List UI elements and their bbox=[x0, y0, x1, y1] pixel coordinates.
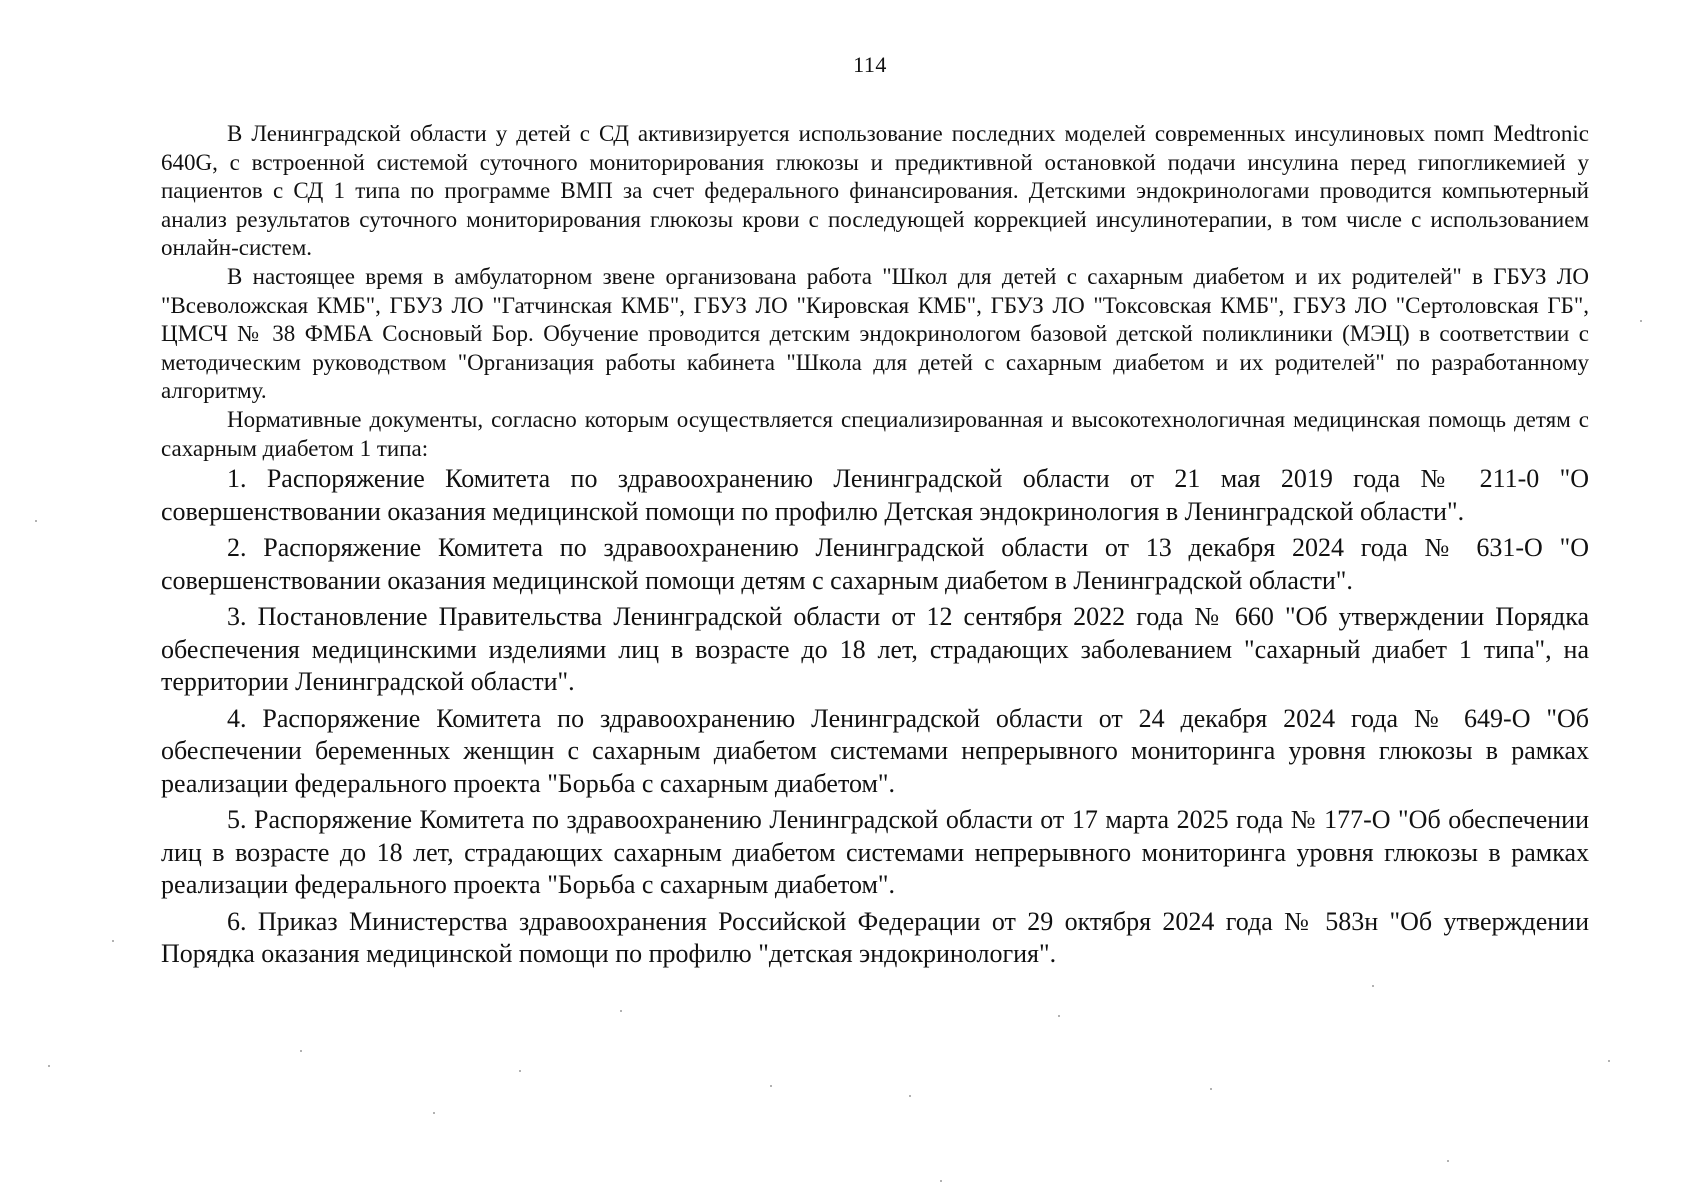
scan-speck bbox=[1210, 1088, 1212, 1090]
paragraph-normative-documents: Нормативные документы, согласно которым осуществляется специализированная и высокотехнологичная медицинская помощь детям с сахарным диабетом 1 типа: bbox=[161, 406, 1589, 461]
scan-speck bbox=[620, 1010, 622, 1012]
scan-speck bbox=[1447, 1160, 1449, 1162]
scan-speck bbox=[48, 1065, 50, 1067]
scan-speck bbox=[1372, 985, 1374, 987]
list-item: 6. Приказ Министерства здравоохранения Российской Федерации от 29 октября 2024 года № 583н "Об утверждении Порядка оказания медицинской помощи по профилю "детская эндокринология". bbox=[161, 906, 1589, 969]
scan-speck bbox=[1058, 1015, 1060, 1017]
list-item: 3. Постановление Правительства Ленинградской области от 12 сентября 2022 года № 660 "Об утверждении Порядка обеспечения медицинскими изделиями лиц в возрасте до 18 лет, страдающих заболеванием "сахарный диабет 1 типа", на территории Ленинградской области". bbox=[161, 602, 1589, 697]
scan-speck bbox=[519, 1070, 521, 1072]
scan-speck bbox=[770, 1085, 772, 1087]
paragraph-diabetes-schools: В настоящее время в амбулаторном звене организована работа "Школ для детей с сахарным диабетом и их родителей" в ГБУЗ ЛО "Всеволожская КМБ", ГБУЗ ЛО "Гатчинская КМБ", ГБУЗ ЛО "Кировская КМБ", ГБУЗ ЛО "Токсовская КМБ", ГБУЗ ЛО "Сертоловская ГБ", ЦМСЧ № 38 ФМБА Сосновый Бор. Обучение проводится детским эндокринологом базовой детской поликлиники (МЭЦ) в соответствии с методическим руководством "Организация работы кабинета "Школа для детей с сахарным диабетом и их родителей" по разработанному алгоритму. bbox=[161, 263, 1589, 404]
list-item: 5. Распоряжение Комитета по здравоохранению Ленинградской области от 17 марта 2025 года № 177-О "Об обеспечении лиц в возрасте до 18 лет, страдающих сахарным диабетом системами непрерывного мониторинга уровня глюкозы в рамках реализации федерального проекта "Борьба с сахарным диабетом". bbox=[161, 805, 1589, 900]
scan-speck bbox=[940, 1180, 942, 1182]
paragraph-insulin-pumps: В Ленинградской области у детей с СД активизируется использование последних моделей современных инсулиновых помп Medtronic 640G, с встроенной системой суточного мониторирования глюкозы и предиктивной остановкой подачи инсулина перед гипогликемией у пациентов с СД 1 типа по программе ВМП за счет федерального финансирования. Детскими эндокринологами проводится компьютерный анализ результатов суточного мониторирования глюкозы крови с последующей коррекцией инсулинотерапии, в том числе с использованием онлайн-систем. bbox=[161, 121, 1589, 261]
scan-speck bbox=[300, 1050, 302, 1052]
scan-speck bbox=[433, 1112, 435, 1114]
scan-speck bbox=[909, 1095, 911, 1097]
scan-speck bbox=[1608, 1060, 1610, 1062]
document-body bbox=[161, 120, 1589, 975]
list-item: 1. Распоряжение Комитета по здравоохранению Ленинградской области от 21 мая 2019 года № 211-0 "О совершенствовании оказания медицинской помощи по профилю Детская эндокринология в Ленинградской области". bbox=[161, 464, 1589, 526]
list-item: 4. Распоряжение Комитета по здравоохранению Ленинградской области от 24 декабря 2024 года № 649-О "Об обеспечении беременных женщин с сахарным диабетом системами непрерывного мониторинга уровня глюкозы в рамках реализации федерального проекта "Борьба с сахарным диабетом". bbox=[161, 703, 1589, 798]
scan-speck bbox=[112, 940, 114, 942]
list-item: 2. Распоряжение Комитета по здравоохранению Ленинградской области от 13 декабря 2024 года № 631-О "О совершенствовании оказания медицинской помощи детям с сахарным диабетом в Ленинградской области". bbox=[161, 533, 1589, 595]
page-number: 114 bbox=[853, 52, 887, 77]
scan-speck bbox=[35, 520, 37, 522]
scan-speck bbox=[1640, 320, 1642, 322]
